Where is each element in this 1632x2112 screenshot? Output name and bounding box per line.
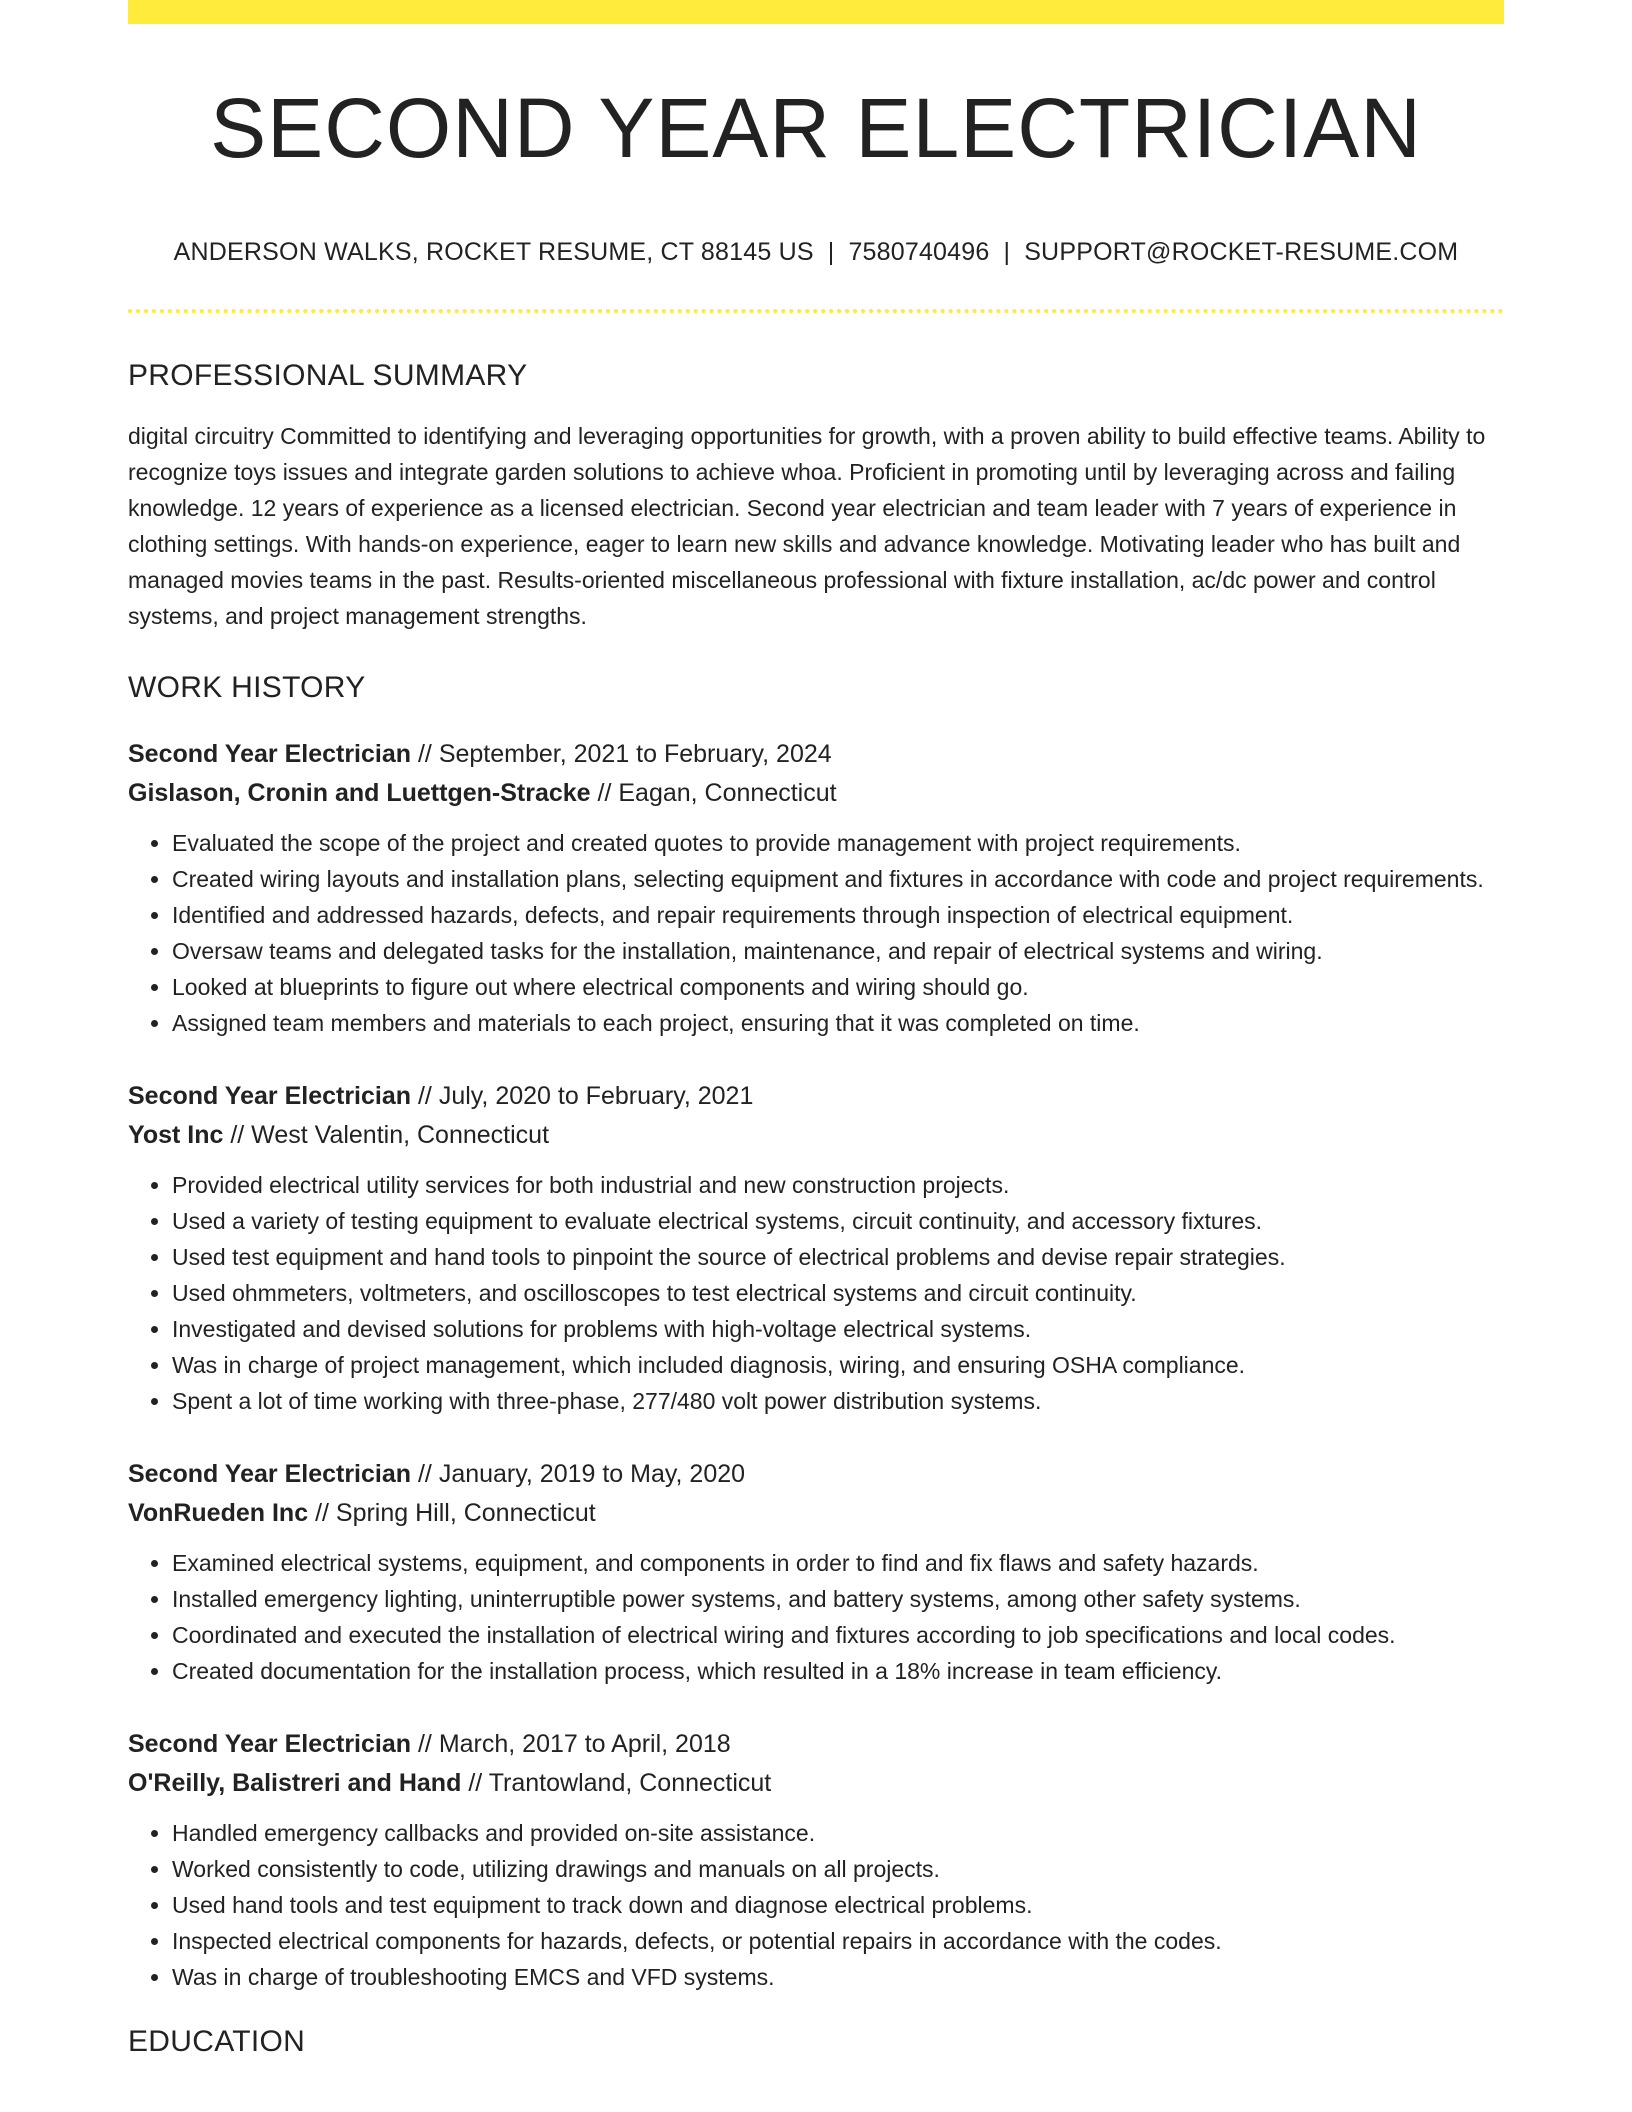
job-dates: // July, 2020 to February, 2021: [417, 1082, 754, 1110]
job-entry: [128, 1725, 1504, 1995]
job-entry: [128, 735, 1504, 1041]
job-bullet: • Assigned team members and materials to each project, ensuring that it was completed on time.: [172, 1005, 1504, 1041]
job-location: // West Valentin, Connecticut: [230, 1121, 550, 1149]
contact-address: ANDERSON WALKS, ROCKET RESUME, CT 88145 US: [173, 238, 814, 266]
job-bullet: • Looked at blueprints to figure out where electrical components and wiring should go.: [172, 969, 1504, 1005]
job-location: // Spring Hill, Connecticut: [315, 1499, 596, 1527]
job-dates: // March, 2017 to April, 2018: [417, 1730, 731, 1758]
job-bullet: • Provided electrical utility services for both industrial and new construction projects.: [172, 1167, 1504, 1203]
job-entry: [128, 1077, 1504, 1419]
job-bullet: • Used a variety of testing equipment to evaluate electrical systems, circuit continuity, and accessory fixtures.: [172, 1203, 1504, 1239]
job-title: Second Year Electrician: [128, 1460, 412, 1488]
job-bullet: • Coordinated and executed the installation of electrical wiring and fixtures according to job specifications and local codes.: [172, 1617, 1504, 1653]
job-bullet: • Created wiring layouts and installation plans, selecting equipment and fixtures in accordance with code and project requirements.: [172, 861, 1504, 897]
job-title: Second Year Electrician: [128, 1082, 412, 1110]
job-bullet: • Examined electrical systems, equipment, and components in order to find and fix flaws and safety hazards.: [172, 1545, 1504, 1581]
job-bullet: • Used ohmmeters, voltmeters, and oscilloscopes to test electrical systems and circuit continuity.: [172, 1275, 1504, 1311]
job-dates: // January, 2019 to May, 2020: [417, 1460, 746, 1488]
job-bullet: • Used test equipment and hand tools to pinpoint the source of electrical problems and devise repair strategies.: [172, 1239, 1504, 1275]
contact-line: [128, 238, 1504, 267]
job-bullet: • Evaluated the scope of the project and created quotes to provide management with project requirements.: [172, 825, 1504, 861]
job-company: VonRueden Inc: [128, 1499, 309, 1527]
job-bullet: • Was in charge of project management, which included diagnosis, wiring, and ensuring OSHA compliance.: [172, 1347, 1504, 1383]
job-company: O'Reilly, Balistreri and Hand: [128, 1769, 462, 1797]
job-bullet: • Created documentation for the installation process, which resulted in a 18% increase in team efficiency.: [172, 1653, 1504, 1689]
job-title: Second Year Electrician: [128, 1730, 412, 1758]
contact-separator: |: [1003, 238, 1011, 266]
job-company-line: [128, 1764, 1504, 1803]
job-entry: [128, 1455, 1504, 1689]
contact-separator: |: [827, 238, 835, 266]
work-history-heading: WORK HISTORY: [128, 671, 366, 704]
accent-top-bar: [128, 0, 1504, 24]
job-bullet: • Oversaw teams and delegated tasks for the installation, maintenance, and repair of electrical systems and wiring.: [172, 933, 1504, 969]
job-bullet: • Spent a lot of time working with three-phase, 277/480 volt power distribution systems.: [172, 1383, 1504, 1419]
job-bullets: [128, 1167, 1504, 1419]
job-dates: // September, 2021 to February, 2024: [417, 740, 832, 768]
dotted-divider: [128, 309, 1504, 313]
contact-phone[interactable]: 7580740496: [848, 238, 990, 266]
job-company-line: [128, 1116, 1504, 1155]
job-bullet: • Used hand tools and test equipment to track down and diagnose electrical problems.: [172, 1887, 1504, 1923]
job-title-line: [128, 1455, 1504, 1494]
job-company: Yost Inc: [128, 1121, 224, 1149]
summary-heading: PROFESSIONAL SUMMARY: [128, 359, 528, 392]
job-location: // Eagan, Connecticut: [597, 779, 837, 807]
job-bullet: • Was in charge of troubleshooting EMCS and VFD systems.: [172, 1959, 1504, 1995]
job-bullet: • Worked consistently to code, utilizing drawings and manuals on all projects.: [172, 1851, 1504, 1887]
job-title-line: [128, 1077, 1504, 1116]
job-bullets: [128, 825, 1504, 1041]
education-heading: EDUCATION: [128, 2025, 306, 2058]
job-location: // Trantowland, Connecticut: [468, 1769, 772, 1797]
job-bullet: • Inspected electrical components for hazards, defects, or potential repairs in accordance with the codes.: [172, 1923, 1504, 1959]
job-company: Gislason, Cronin and Luettgen-Stracke: [128, 779, 591, 807]
job-title-line: [128, 735, 1504, 774]
resume-page: [128, 0, 1504, 2059]
job-bullet: • Identified and addressed hazards, defects, and repair requirements through inspection of electrical equipment.: [172, 897, 1504, 933]
job-title: Second Year Electrician: [128, 740, 412, 768]
job-bullet: • Installed emergency lighting, uninterruptible power systems, and battery systems, among other safety systems.: [172, 1581, 1504, 1617]
summary-text: digital circuitry Committed to identifying and leveraging opportunities for growth, with a proven ability to build effective teams. Ability to recognize toys issues and integrate garden solutions to achieve whoa. Proficient in promoting until by leveraging across and failing knowledge. 12 years of experience as a licensed electrician. Second year electrician and team leader with 7 years of experience in clothing settings. With hands-on experience, eager to learn new skills and advance knowledge. Motivating leader who has built and managed movies teams in the past. Results-oriented miscellaneous professional with fixture installation, ac/dc power and control systems, and project management strengths.: [128, 423, 1486, 629]
job-company-line: [128, 1494, 1504, 1533]
job-title-line: [128, 1725, 1504, 1764]
job-bullet: • Investigated and devised solutions for problems with high-voltage electrical systems.: [172, 1311, 1504, 1347]
job-bullets: [128, 1545, 1504, 1689]
job-bullet: • Handled emergency callbacks and provided on-site assistance.: [172, 1815, 1504, 1851]
job-company-line: [128, 774, 1504, 813]
contact-email[interactable]: SUPPORT@ROCKET-RESUME.COM: [1024, 238, 1459, 266]
job-bullets: [128, 1815, 1504, 1995]
resume-title: SECOND YEAR ELECTRICIAN: [210, 81, 1422, 175]
